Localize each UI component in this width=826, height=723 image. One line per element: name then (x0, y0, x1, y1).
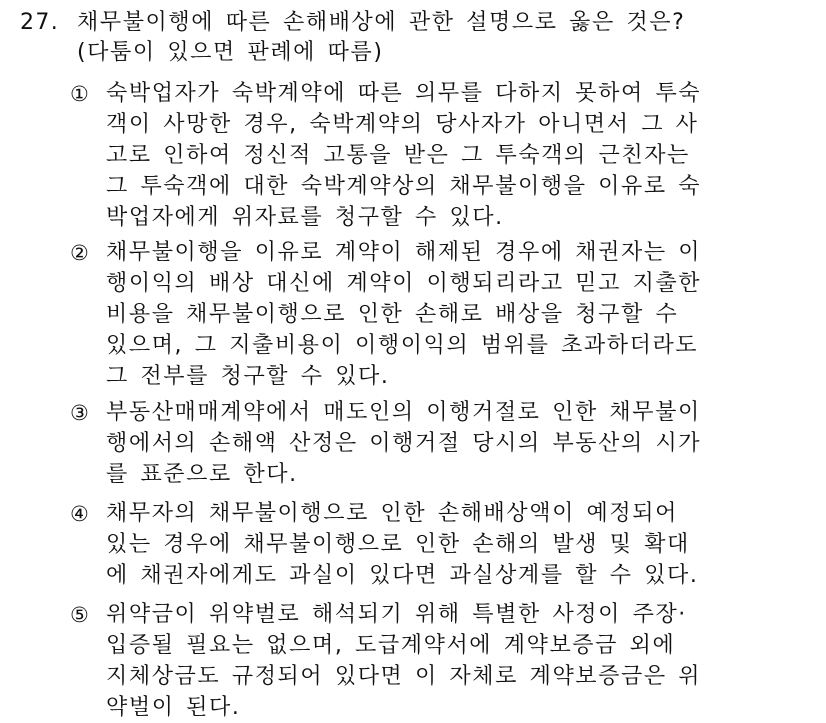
question-number: 27. (20, 10, 60, 35)
option-text-line: 고로 인하여 정신적 고통을 받은 그 투숙객의 근친자는 (106, 143, 690, 168)
option-text-line: 채무불이행을 이유로 계약이 해제된 경우에 채권자는 이 (106, 240, 702, 265)
option-text-line: 그 전부를 청구할 수 있다. (106, 364, 390, 389)
option-text-line: 행에서의 손해액 산정은 이행거절 당시의 부동산의 시가 (106, 431, 702, 456)
option-marker: ③ (70, 401, 89, 425)
option-text-line: 입증될 필요는 없으며, 도급계약서에 계약보증금 외에 (106, 633, 676, 658)
option-text-line: 부동산매매계약에서 매도인의 이행거절로 인한 채무불이 (106, 400, 701, 425)
option-text-line: 있으며, 그 지출비용이 이행이익의 범위를 초과하더라도 (106, 333, 699, 358)
question-text-line-1: 채무불이행에 따른 손해배상에 관한 설명으로 옳은 것은? (77, 10, 686, 35)
option-text-line: 박업자에게 위자료를 청구할 수 있다. (106, 205, 504, 230)
option-text-line: 를 표준으로 한다. (106, 462, 298, 487)
option-text-line: 숙박업자가 숙박계약에 따른 의무를 다하지 못하여 투숙 (106, 81, 702, 106)
question-text-line-2: (다툼이 있으면 판례에 따름) (77, 40, 384, 65)
option-text-line: 그 투숙객에 대한 숙박계약상의 채무불이행을 이유로 숙 (106, 174, 702, 199)
option-text-line: 있는 경우에 채무불이행으로 인한 손해의 발생 및 확대 (106, 532, 690, 557)
option-text-line: 채무자의 채무불이행으로 인한 손해배상액이 예정되어 (106, 501, 678, 526)
option-text-line: 객이 사망한 경우, 숙박계약의 당사자가 아니면서 그 사 (106, 112, 699, 137)
option-marker: ① (70, 82, 89, 106)
option-text-line: 지체상금도 규정되어 있다면 이 자체로 계약보증금은 위 (106, 664, 702, 689)
option-marker: ② (70, 241, 89, 265)
option-text-line: 약벌이 된다. (106, 695, 241, 720)
option-marker: ④ (70, 502, 89, 526)
option-text-line: 에 채권자에게도 과실이 있다면 과실상계를 할 수 있다. (106, 563, 699, 588)
option-marker: ⑤ (70, 603, 89, 627)
option-text-line: 행이익의 배상 대신에 계약이 이행되리라고 믿고 지출한 (106, 271, 702, 296)
option-text-line: 위약금이 위약벌로 해석되기 위해 특별한 사정이 주장· (106, 602, 687, 627)
option-text-line: 비용을 채무불이행으로 인한 손해로 배상을 청구할 수 (106, 302, 679, 327)
